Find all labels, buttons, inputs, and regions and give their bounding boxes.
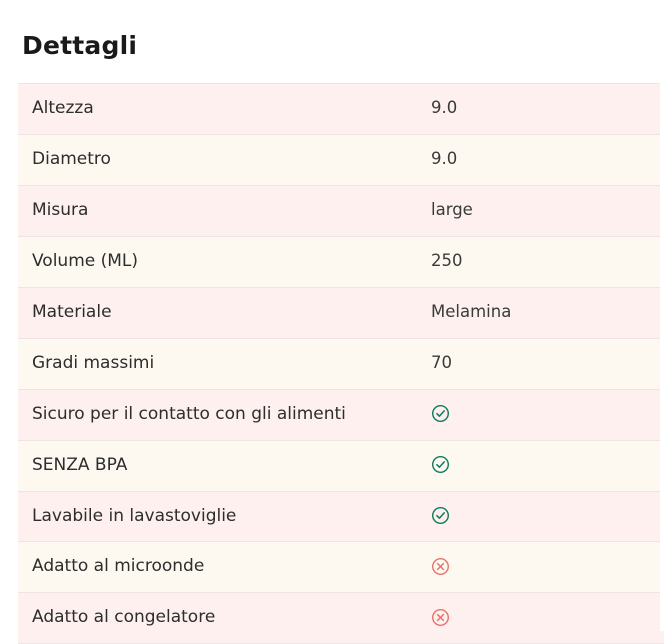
details-table: [18, 83, 664, 644]
detail-value: 9.0: [431, 149, 458, 169]
table-row: [18, 338, 664, 389]
check-circle-icon: [431, 455, 450, 474]
detail-label: Altezza: [32, 98, 94, 118]
check-circle-icon: [431, 506, 450, 525]
page-right-margin: [660, 0, 664, 631]
table-row: [18, 134, 664, 185]
detail-value: 70: [431, 353, 452, 373]
table-row: [18, 236, 664, 287]
detail-label: Sicuro per il contatto con gli alimenti: [32, 403, 346, 424]
detail-label: Materiale: [32, 301, 112, 322]
table-row: [18, 287, 664, 338]
detail-value: [431, 593, 664, 644]
detail-value: [431, 389, 664, 440]
check-circle-icon: [431, 404, 450, 423]
detail-value: 9.0: [431, 98, 458, 118]
detail-label: Diametro: [32, 148, 111, 169]
detail-value: [431, 440, 664, 491]
detail-label: Misura: [32, 199, 89, 220]
detail-label: Volume (ML): [32, 250, 139, 271]
table-row: [18, 84, 664, 135]
detail-value: large: [431, 200, 473, 220]
detail-value: Melamina: [431, 302, 512, 322]
cross-circle-icon: [431, 557, 450, 576]
detail-value: [431, 542, 664, 593]
detail-label: Adatto al microonde: [32, 556, 205, 577]
table-row: [18, 491, 664, 542]
detail-label: Gradi massimi: [32, 352, 155, 373]
detail-value: 250: [431, 251, 463, 271]
detail-label: Adatto al congelatore: [32, 607, 216, 628]
table-row: [18, 542, 664, 593]
page-title: Dettagli: [22, 31, 138, 60]
table-row: [18, 440, 664, 491]
detail-label: Lavabile in lavastoviglie: [32, 505, 237, 526]
table-row: [18, 389, 664, 440]
table-row: [18, 593, 664, 644]
cross-circle-icon: [431, 608, 450, 627]
detail-label: SENZA BPA: [32, 454, 128, 475]
table-row: [18, 185, 664, 236]
detail-value: [431, 491, 664, 542]
